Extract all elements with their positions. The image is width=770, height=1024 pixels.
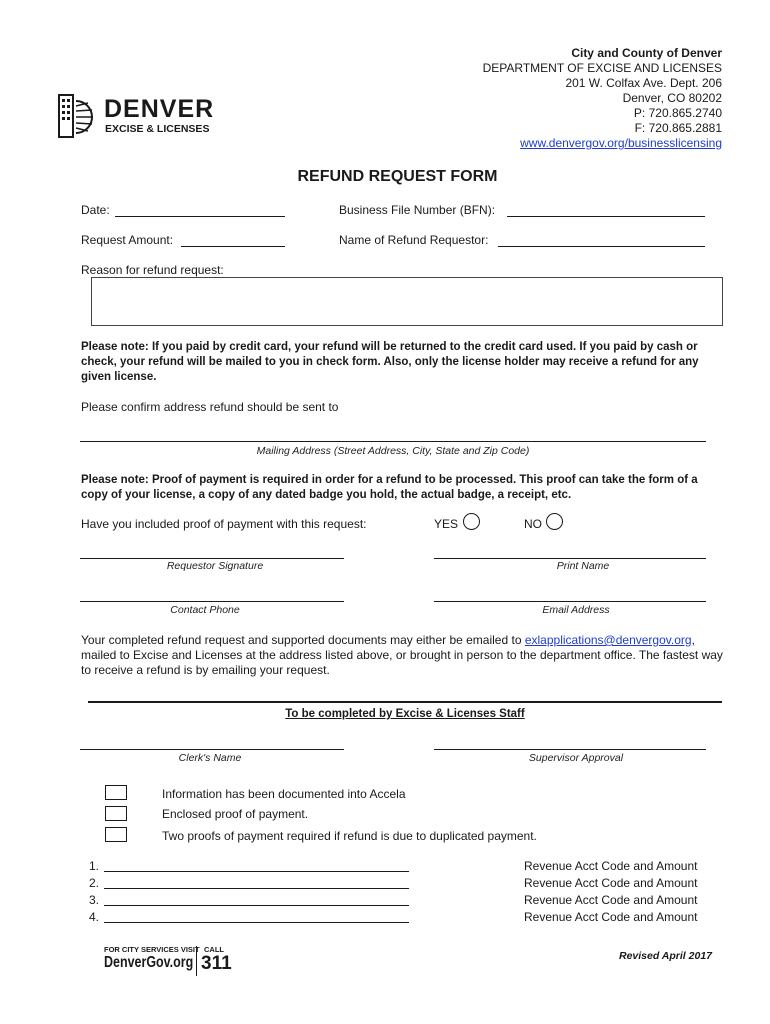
acct-num-2: 2. bbox=[89, 876, 100, 890]
bfn-field[interactable] bbox=[507, 216, 705, 217]
submission-paragraph bbox=[81, 633, 726, 678]
bfn-label: Business File Number (BFN): bbox=[339, 203, 496, 217]
date-label: Date: bbox=[81, 203, 110, 217]
email-field[interactable] bbox=[434, 601, 706, 602]
amount-field[interactable] bbox=[181, 246, 285, 247]
email-caption: Email Address bbox=[542, 604, 610, 616]
checklist-item-3: Two proofs of payment required if refund is due to duplicated payment. bbox=[162, 829, 537, 843]
acct-label-3: Revenue Acct Code and Amount bbox=[524, 893, 698, 907]
yes-label: YES bbox=[434, 517, 459, 531]
acct-field-3[interactable] bbox=[104, 905, 409, 906]
submission-email-link[interactable]: exlapplications@denvergov.org bbox=[524, 633, 692, 647]
submission-text-after: , mailed to Excise and Licenses at the address listed above, or brought in person to the department office. The fastest way to receive a refund is by emailing your request. bbox=[81, 633, 723, 677]
print-name-caption: Print Name bbox=[556, 560, 610, 572]
footer-call: CALL bbox=[204, 945, 224, 954]
staff-heading: To be completed by Excise & Licenses Staff bbox=[285, 708, 525, 720]
requestor-field[interactable] bbox=[498, 246, 705, 247]
revised-date: Revised April 2017 bbox=[619, 950, 712, 962]
clerk-name-caption: Clerk's Name bbox=[178, 752, 242, 764]
address-line-1: 201 W. Colfax Ave. Dept. 206 bbox=[565, 76, 722, 90]
acct-label-1: Revenue Acct Code and Amount bbox=[524, 859, 698, 873]
proof-question: Have you included proof of payment with this request: bbox=[81, 517, 367, 531]
reason-textarea[interactable] bbox=[91, 277, 723, 326]
mailing-address-caption: Mailing Address (Street Address, City, State and Zip Code) bbox=[256, 445, 530, 457]
proof-note: Please note: Proof of payment is required in order for a refund to be processed. This proof can take the form of a copy of your license, a copy of any dated badge you hold, the actual badge, a receipt, etc. bbox=[81, 474, 698, 501]
date-field[interactable] bbox=[115, 216, 285, 217]
website-link[interactable]: www.denvergov.org/businesslicensing bbox=[520, 136, 722, 150]
submission-text-before: Your completed refund request and supported documents may either be emailed to bbox=[81, 633, 525, 647]
address-line-2: Denver, CO 80202 bbox=[622, 91, 722, 105]
acct-num-1: 1. bbox=[89, 859, 100, 873]
supervisor-caption: Supervisor Approval bbox=[528, 752, 624, 764]
footer-311-logo bbox=[104, 945, 234, 979]
denver-logo bbox=[58, 93, 228, 139]
requestor-label: Name of Refund Requestor: bbox=[339, 233, 489, 247]
logo-word: DENVER bbox=[104, 95, 215, 123]
supervisor-field[interactable] bbox=[434, 749, 706, 750]
checklist-item-2: Enclosed proof of payment. bbox=[162, 807, 309, 821]
acct-num-4: 4. bbox=[89, 910, 100, 924]
no-label: NO bbox=[524, 517, 542, 531]
amount-label: Request Amount: bbox=[81, 233, 174, 247]
contact-phone-field[interactable] bbox=[80, 601, 344, 602]
acct-num-3: 3. bbox=[89, 893, 100, 907]
phone: P: 720.865.2740 bbox=[633, 106, 722, 120]
contact-phone-caption: Contact Phone bbox=[170, 604, 240, 616]
checklist-item-1: Information has been documented into Accela bbox=[162, 787, 406, 801]
footer-divider bbox=[196, 946, 197, 976]
staff-divider bbox=[88, 701, 722, 703]
acct-label-4: Revenue Acct Code and Amount bbox=[524, 910, 698, 924]
acct-field-4[interactable] bbox=[104, 922, 409, 923]
org-name: City and County of Denver bbox=[571, 46, 722, 60]
acct-label-2: Revenue Acct Code and Amount bbox=[524, 876, 698, 890]
signature-caption: Requestor Signature bbox=[166, 560, 264, 572]
mailing-address-field[interactable] bbox=[80, 441, 706, 442]
header-block bbox=[483, 46, 722, 151]
print-name-field[interactable] bbox=[434, 558, 706, 559]
logo-sub: EXCISE & LICENSES bbox=[105, 123, 210, 135]
acct-field-1[interactable] bbox=[104, 871, 409, 872]
checklist-box-3[interactable] bbox=[105, 827, 127, 842]
confirm-address-label: Please confirm address refund should be sent to bbox=[81, 400, 339, 414]
acct-field-2[interactable] bbox=[104, 888, 409, 889]
footer-site: DenverGov.org bbox=[104, 954, 194, 971]
no-radio[interactable] bbox=[546, 513, 563, 530]
credit-card-note: Please note: If you paid by credit card, your refund will be returned to the credit card used. If you paid by cash or check, your refund will be mailed to you in check form. Also, only the license holder may receive a refund for any given license. bbox=[81, 341, 699, 383]
reason-label: Reason for refund request: bbox=[81, 263, 224, 277]
footer-311: 311 bbox=[201, 953, 232, 974]
fax: F: 720.865.2881 bbox=[634, 121, 722, 135]
footer-services: FOR CITY SERVICES VISIT bbox=[104, 945, 200, 954]
checklist-box-2[interactable] bbox=[105, 806, 127, 821]
denver-emblem-icon bbox=[58, 93, 98, 139]
signature-field[interactable] bbox=[80, 558, 344, 559]
page-title: REFUND REQUEST FORM bbox=[297, 168, 498, 185]
dept-name: DEPARTMENT OF EXCISE AND LICENSES bbox=[482, 61, 722, 75]
checklist-box-1[interactable] bbox=[105, 785, 127, 800]
yes-radio[interactable] bbox=[463, 513, 480, 530]
clerk-name-field[interactable] bbox=[80, 749, 344, 750]
